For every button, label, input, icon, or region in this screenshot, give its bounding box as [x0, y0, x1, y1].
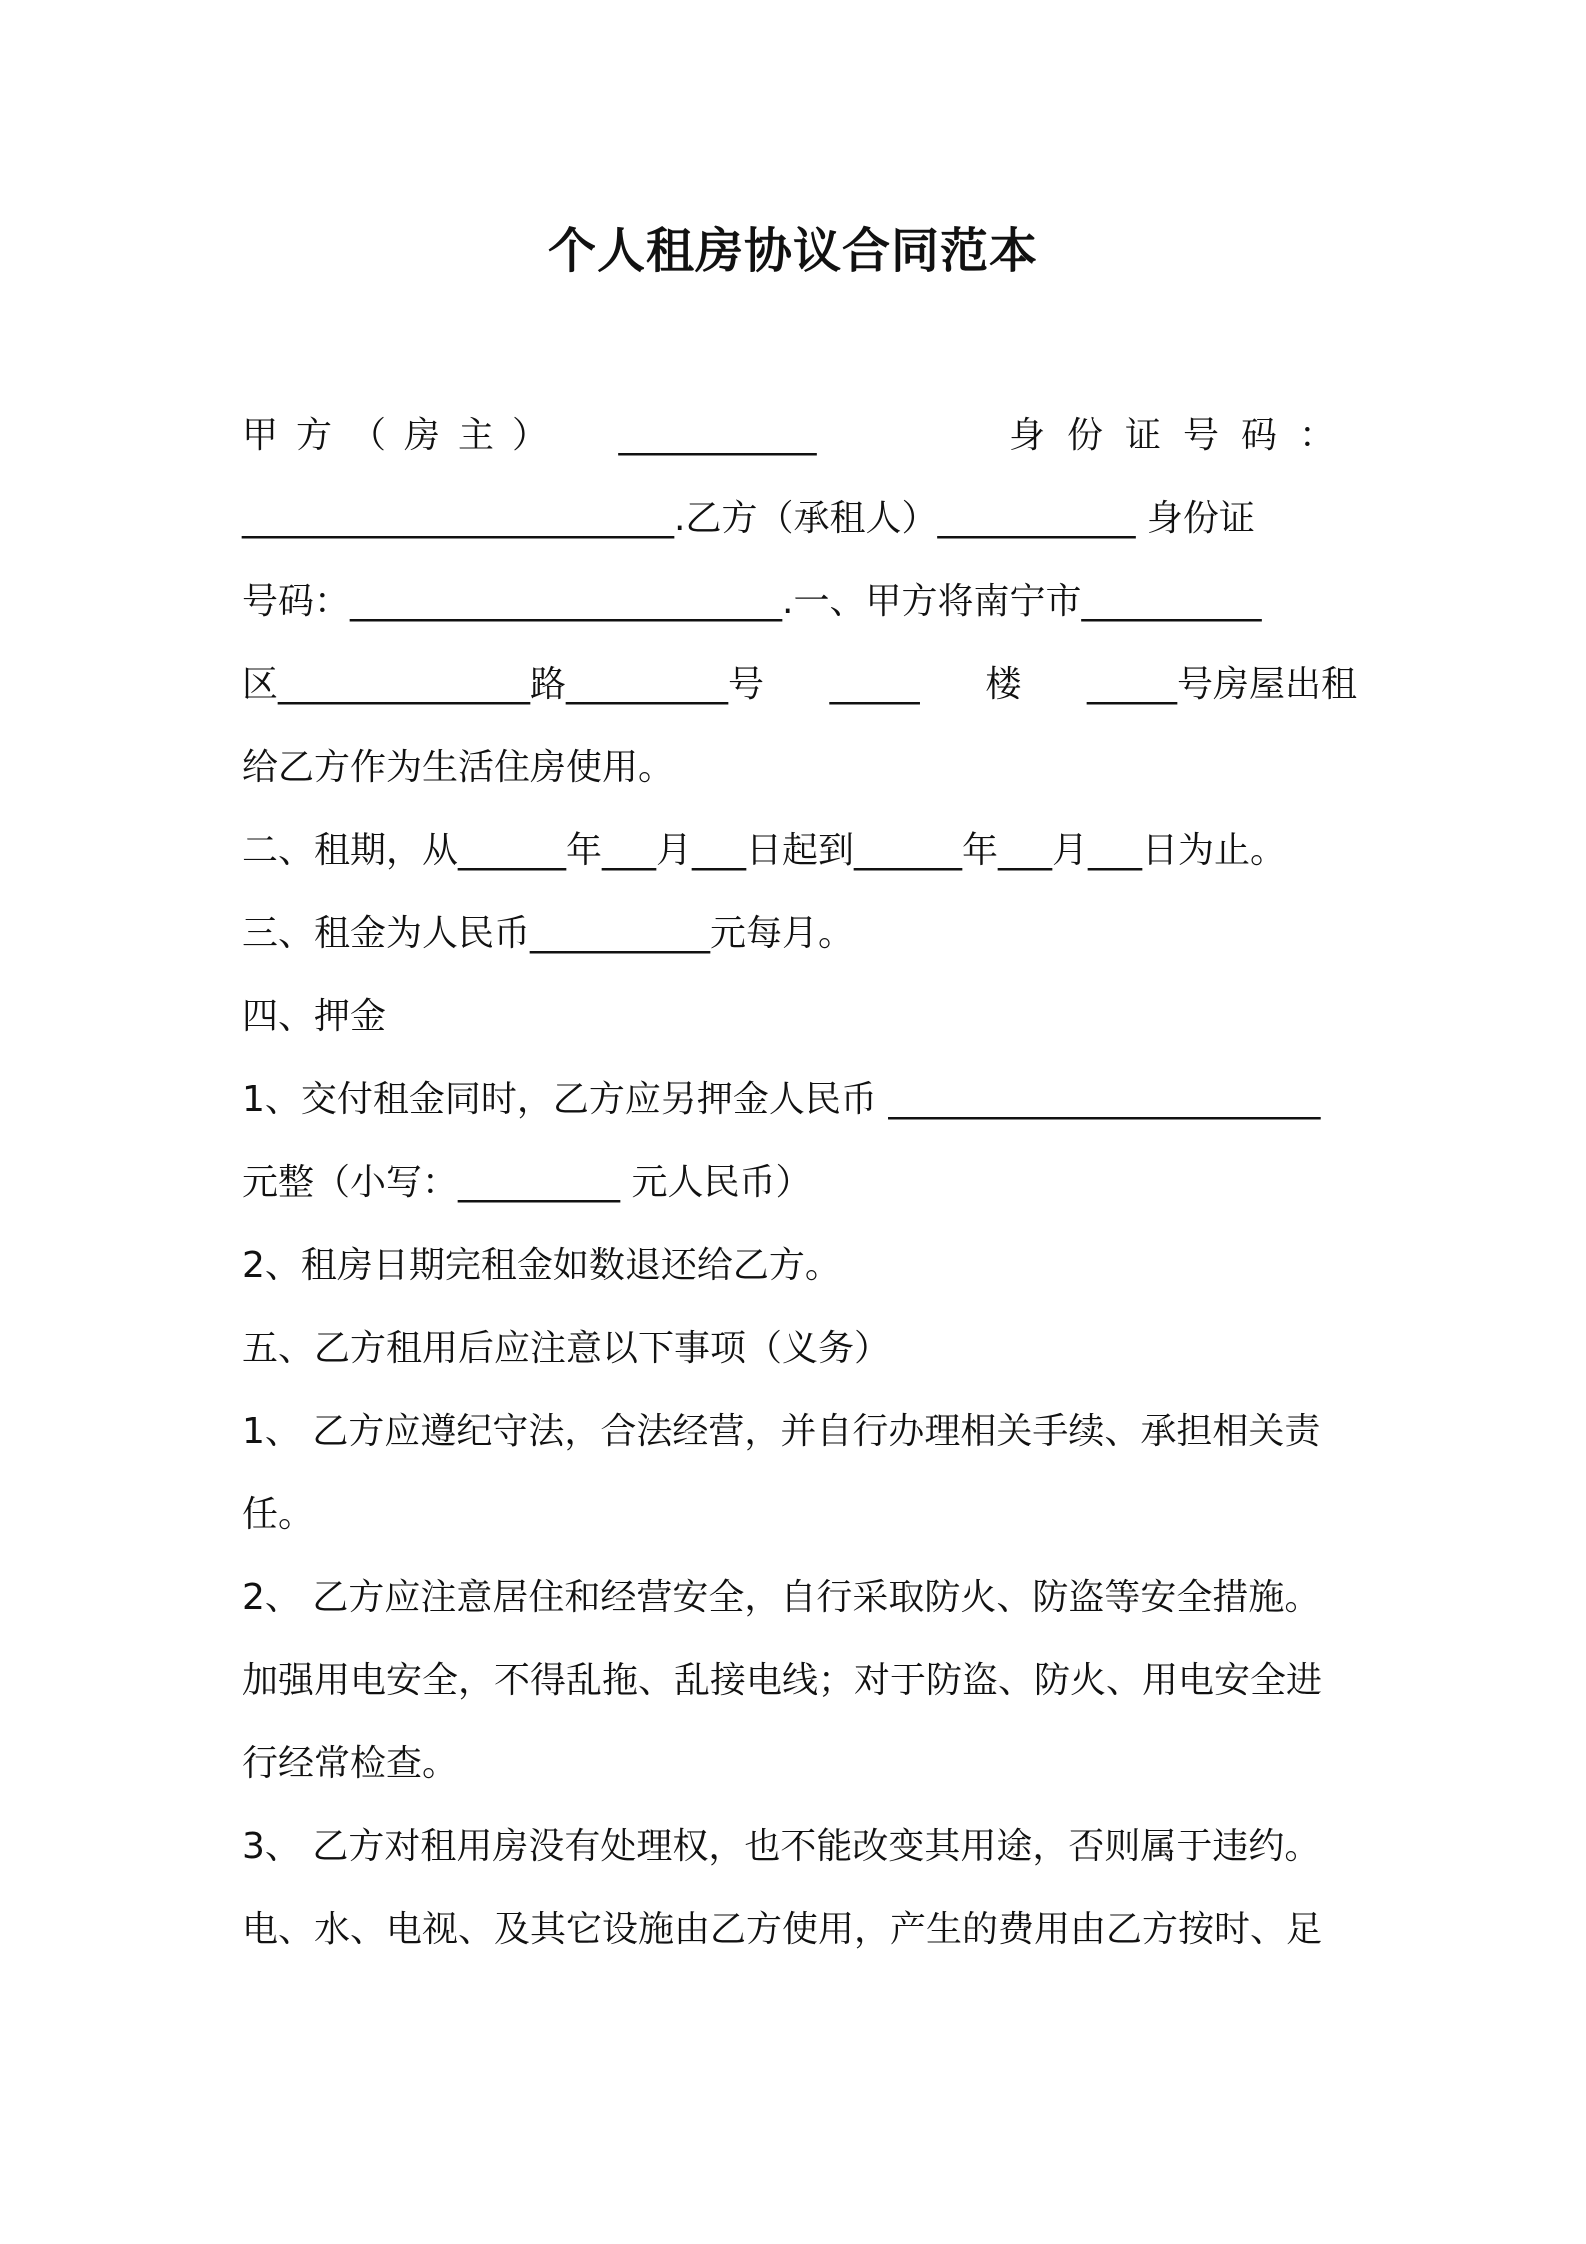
- usage-line: 给乙方作为生活住房使用。: [242, 747, 675, 788]
- clause-line: 2、 乙方应注意居住和经营安全，自行采取防火、防盗等安全措施。: [242, 1577, 1321, 1618]
- clause-line: 行经常检查。: [242, 1743, 459, 1784]
- document-title: 个人租房协议合同范本: [547, 223, 1038, 279]
- address-part: _____号房屋出租: [1086, 664, 1357, 705]
- clause-line: 电、水、电视、及其它设施由乙方使用，产生的费用由乙方按时、足: [242, 1909, 1323, 1950]
- id-number-line: 号码：________________________.一、甲方将南宁市__________: [242, 581, 1262, 622]
- party-a-line: [242, 412, 1357, 460]
- address-part: 区______________路_________号: [242, 664, 764, 705]
- clause-line: 二、租期，从______年___月___日起到______年___月___日为止。: [242, 830, 1287, 871]
- party-b-line: ________________________.乙方（承租人）___________ 身份证: [242, 498, 1255, 539]
- clause-line: 元整（小写：_________ 元人民币）: [242, 1162, 812, 1203]
- clause-line: 3、 乙方对租用房没有处理权，也不能改变其用途，否则属于违约。: [242, 1826, 1321, 1867]
- clause-line: 加强用电安全，不得乱拖、乱接电线；对于防盗、防火、用电安全进: [242, 1660, 1323, 1701]
- party-a-blank: ___________: [618, 415, 817, 456]
- clause-line: 四、押金: [242, 996, 387, 1037]
- clause-line: 任。: [242, 1494, 315, 1535]
- address-part: 楼: [985, 664, 1022, 705]
- clause-line: 1、交付租金同时，乙方应另押金人民币 ________________________: [242, 1079, 1321, 1120]
- party-a-id-label: 身份证号码：: [1008, 415, 1357, 456]
- clause-line: 五、乙方租用后应注意以下事项（义务）: [242, 1328, 891, 1369]
- clause-line: 2、租房日期完租金如数退还给乙方。: [242, 1245, 841, 1286]
- address-part: _____: [829, 664, 920, 705]
- address-line: [242, 661, 1357, 709]
- party-a-label: 甲方（房主）: [242, 415, 567, 456]
- clause-line: 三、租金为人民币__________元每月。: [242, 913, 855, 954]
- clause-line: 1、 乙方应遵纪守法，合法经营，并自行办理相关手续、承担相关责: [242, 1411, 1321, 1452]
